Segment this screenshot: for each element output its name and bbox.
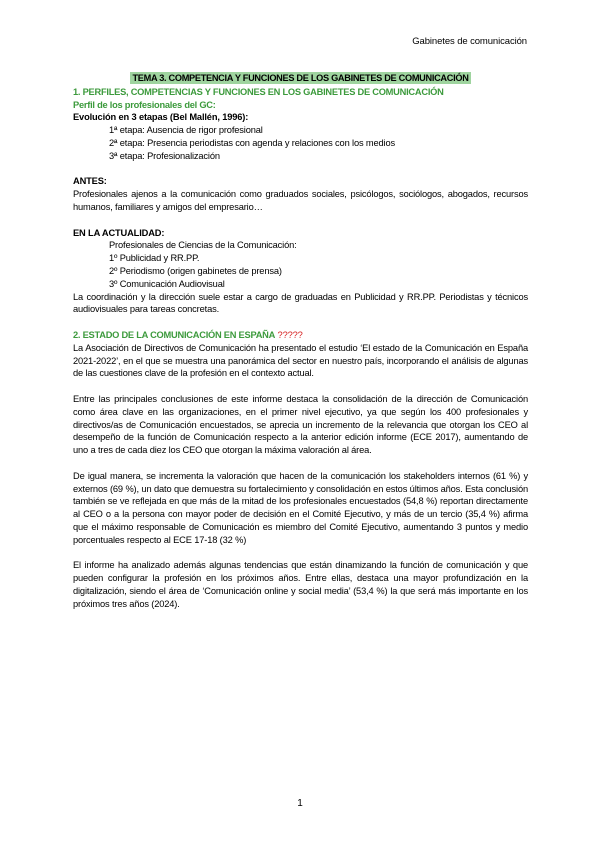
paragraph: Entre las principales conclusiones de este informe destaca la consolidación de la dirección de Comunicación como área clave en las organizaciones, en el primer nivel ejecutivo, ya que según los 400 profesionales y directivos/as de Comunicación encuestados, se aprecia un incremento de la relevancia que otorgan los CEO al desempeño de la función de Comunicación respecto a la anterior edición informe (ECE 2017), aumentando de uno a tres de cada diez los CEO que otorgan la máxima valoración al área. — [73, 393, 528, 456]
actualidad-label: EN LA ACTUALIDAD: — [73, 227, 165, 238]
list-item: 2º Periodismo (origen gabinetes de prensa) — [109, 265, 282, 276]
actualidad-intro: Profesionales de Ciencias de la Comunicación: — [109, 240, 297, 251]
tema-title-row — [73, 72, 528, 85]
running-header: Gabinetes de comunicación — [412, 36, 527, 47]
section1-heading: 1. PERFILES, COMPETENCIAS Y FUNCIONES EN LOS GABINETES DE COMUNICACIÓN — [73, 86, 444, 97]
section2-heading: 2. ESTADO DE LA COMUNICACIÓN EN ESPAÑA — [73, 329, 276, 340]
evolution-title: Evolución en 3 etapas (Bel Mallén, 1996): — [73, 112, 249, 123]
paragraph: De igual manera, se incrementa la valoración que hacen de la comunicación los stakeholders internos (61 %) y externos (69 %), un dato que demuestra su fortalecimiento y consolidación en estos últimos años. Esta conclusión también se ve reflejada en que más de la mitad de los profesionales encuestados (54,8 %) reportan directamente al CEO o a la persona con mayor poder de decisión en el Comité Ejecutivo, y más de un tercio (35,4 %) afirma que el máximo responsable de Comunicación es miembro del Comité Ejecutivo, aumentando 3 puntos y medio porcentuales respecto al ECE 17-18 (32 %) — [73, 470, 528, 545]
antes-text: Profesionales ajenos a la comunicación como graduados sociales, psicólogos, sociólogos, abogados, recursos humanos, familiares y amigos del empresario… — [73, 189, 528, 212]
paragraph: La Asociación de Directivos de Comunicación ha presentado el estudio ‘El estado de la Comunicación en España 2021-2022’, en el que se muestra una panorámica del sector en nuestro país, incorporando el análisis de algunas de las cuestiones clave de la profesión en el contexto actual. — [73, 342, 528, 379]
tema-title: TEMA 3. COMPETENCIA Y FUNCIONES DE LOS GABINETES DE COMUNICACIÓN — [132, 73, 469, 83]
antes-label: ANTES: — [73, 176, 107, 187]
section2-heading-marks: ????? — [277, 329, 303, 340]
list-item: 2ª etapa: Presencia periodistas con agenda y relaciones con los medios — [109, 137, 395, 148]
list-item: 3º Comunicación Audiovisual — [109, 278, 225, 289]
paragraph: El informe ha analizado además algunas tendencias que están dinamizando la función de comunicación y que pueden configurar la profesión en los próximos años. Entre ellas, destaca una mayor profundización en la digitalización, siendo el área de ‘Comunicación online y social media’ (53,4 %) la que será más importante en los próximos tres años (2024). — [73, 560, 528, 609]
section2-heading-row — [73, 329, 528, 342]
actualidad-list — [73, 239, 528, 290]
list-item: 1ª etapa: Ausencia de rigor profesional — [109, 125, 263, 136]
section1-subheading: Perfil de los profesionales del GC: — [73, 99, 216, 110]
list-item: 1º Publicidad y RR.PP. — [109, 253, 200, 264]
page-number: 1 — [297, 798, 303, 809]
list-item: 3ª etapa: Profesionalización — [109, 150, 220, 161]
stages-list — [73, 124, 528, 162]
actualidad-text: La coordinación y la dirección suele estar a cargo de graduadas en Publicidad y RR.PP. Periodistas y técnicos audiovisuales para tareas concretas. — [73, 291, 528, 315]
document-body — [73, 72, 528, 610]
